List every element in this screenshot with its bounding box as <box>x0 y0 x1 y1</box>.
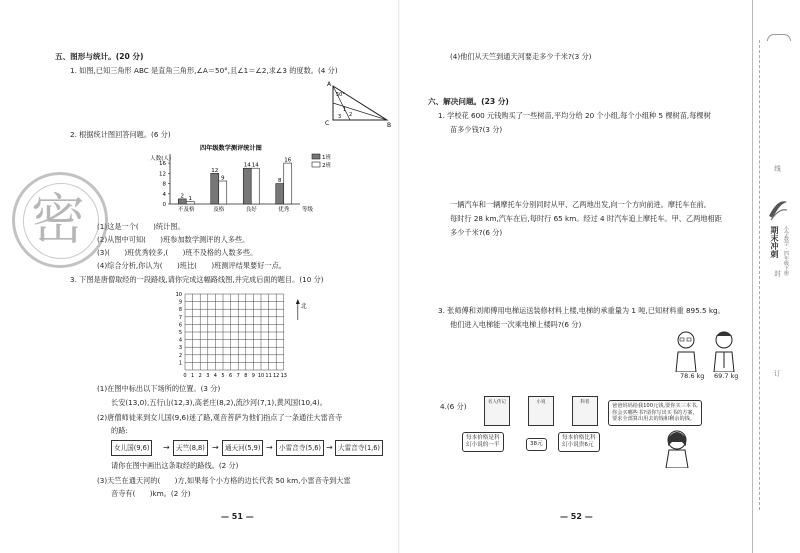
grid-y-label: 10 <box>175 292 182 298</box>
spine-subtitle: 小学数学 · 四年级下册 <box>783 226 789 276</box>
north-arrow-icon <box>296 299 300 304</box>
grid-y-label: 1 <box>178 360 182 367</box>
grid-y-label: 9 <box>178 299 182 306</box>
bar-value-label: 8 <box>278 178 282 185</box>
q2-line-1: (1)这是一个( )统计图。 <box>97 222 185 231</box>
angle-3-label: 3 <box>338 114 342 120</box>
logo-icon <box>767 196 789 222</box>
legend-swatch-1 <box>312 162 320 167</box>
spine-brand: 期末冲刺 <box>770 226 779 258</box>
grid-x-label: 3 <box>206 373 210 379</box>
question-1: 1. 如图,已知三角形 ABC 是直角三角形,∠A＝50°,且∠1＝∠2,求∠3 的度数。(4 分) <box>70 66 338 75</box>
bar-chart <box>150 142 350 222</box>
problem-3b: 他们进入电梯能一次乘电梯上楼吗?(6 分) <box>450 320 582 329</box>
grid-x-label: 10 <box>257 373 265 379</box>
coordinate-grid <box>175 288 315 383</box>
grid-y-label: 5 <box>178 330 182 336</box>
stamp-character: 密 <box>31 188 85 251</box>
route-node-3: 通天河(5,9) <box>222 440 263 456</box>
grid-y-label: 4 <box>178 337 182 344</box>
page-number-right: — 52 — <box>560 512 593 521</box>
section-5-title: 五、图形与统计。(20 分) <box>55 52 144 61</box>
bar-value-label: 16 <box>284 157 292 164</box>
book-spine <box>752 0 800 553</box>
bar-value-label: 14 <box>243 162 251 169</box>
book-biography: 名人传记 <box>484 396 510 426</box>
arrow-icon: → <box>163 443 170 452</box>
speech-bubble-right: 爸爸妈妈给我100元钱,要你买三本书, 你会买哪些书?请你写出买书的方案, 要求全部算出用去的钱和剩余的钱。 <box>608 400 702 426</box>
spine-word-2: 封 <box>773 270 781 277</box>
weight-liu: 69.7 kg <box>714 372 739 380</box>
problem-2c: 多少千米?(6 分) <box>450 228 503 237</box>
q3-part-3b: 音寺有( )km。(2 分) <box>111 489 191 498</box>
q3-part-2b: 的路: <box>111 426 128 435</box>
price-tag: 38元 <box>526 438 547 451</box>
x-tick-label: 优秀 <box>278 207 290 213</box>
grid-x-label: 7 <box>236 373 240 379</box>
grid-x-label: 6 <box>229 373 233 379</box>
bar-1班-不及格 <box>178 199 186 204</box>
legend-label-0: 1班 <box>322 155 331 161</box>
angle-1-label: 1 <box>343 107 347 113</box>
question-3: 3. 下图是唐僧取经的一段路线,请你完成这幅路线图,并完成后面的题目。(10 分) <box>70 275 324 284</box>
y-tick-label: 4 <box>162 191 166 198</box>
bar-2班-良好 <box>251 168 259 204</box>
bar-value-label: 2 <box>180 193 184 200</box>
y-tick-label: 0 <box>162 202 166 208</box>
route-node-5: 大雷音寺(1,6) <box>335 440 383 456</box>
speech-bubble-mid: 每本价格比科 幻小说贵6元 <box>558 432 600 452</box>
angle-2-label: 2 <box>349 112 353 118</box>
angle-a-label: 50° <box>336 92 345 98</box>
grid-x-label: 11 <box>265 373 272 379</box>
grid-y-label: 8 <box>178 307 182 314</box>
cut-line <box>759 40 761 510</box>
route-node-1: 女儿国(9,6) <box>111 440 152 456</box>
vertex-c-label: C <box>325 120 330 127</box>
workers-illustration <box>672 328 752 372</box>
chart-title: 四年级数学测评统计图 <box>200 145 262 152</box>
q3-part-2a: (2)唐僧师徒来到女儿国(9,6)迷了路,观音菩萨为他们指点了一条通往大雷音寺 <box>97 413 343 422</box>
grid-x-label: 0 <box>183 373 187 379</box>
bar-1班-及格 <box>211 173 219 204</box>
spine-frame-top <box>767 34 791 41</box>
grid-x-label: 1 <box>191 373 195 379</box>
q3-part-2c: 请你在图中画出这条取经的路线。(2 分) <box>111 461 239 470</box>
bar-value-label: 12 <box>211 167 219 174</box>
grid-y-label: 3 <box>178 345 182 352</box>
problem-1b: 苗多少钱?(3 分) <box>450 125 503 134</box>
grid-y-label: 6 <box>178 322 182 329</box>
bar-2班-优秀 <box>284 163 292 204</box>
grid-x-label: 2 <box>198 373 202 379</box>
triangle-figure <box>325 78 395 130</box>
grid-x-label: 9 <box>251 373 255 379</box>
y-axis-label: 人数(人) <box>150 156 172 162</box>
bar-1班-优秀 <box>276 184 284 204</box>
book-science: 科普 <box>572 396 598 426</box>
girl-illustration <box>658 428 696 468</box>
x-tick-label: 良好 <box>245 207 257 213</box>
question-2: 2. 根据统计图回答问题。(6 分) <box>70 130 171 139</box>
grid-x-label: 4 <box>213 373 217 379</box>
grid-y-label: 2 <box>178 352 182 359</box>
problem-2b: 每时行 28 km,汽车在后,每时行 65 km。经过 4 时汽车追上摩托车。甲、乙两地相距 <box>450 214 722 223</box>
q3-part-3a: (3)天竺在通天河的( )方,如果每个小方格的边长代表 50 km,小雷音寺到大雷 <box>97 476 351 485</box>
arrow-icon: → <box>212 443 219 452</box>
route-node-4: 小雷音寺(5,6) <box>276 440 324 456</box>
speech-bubble-left: 每本价格是科 幻小说的一半 <box>462 432 504 452</box>
grid-x-label: 13 <box>280 373 287 379</box>
q2-line-4: (4)综合分析,你认为( )班比( )班测评结果要好一点。 <box>97 261 286 270</box>
q3-part-1: (1)在图中标出以下场所的位置。(3 分) <box>97 384 221 393</box>
bar-value-label: 14 <box>251 162 259 169</box>
grid-x-label: 12 <box>273 373 280 379</box>
page-number-left: — 51 — <box>221 512 254 521</box>
legend-label-1: 2班 <box>322 163 331 169</box>
problem-3a: 3. 张师傅和刘师傅用电梯运送装修材料上楼,电梯的承重量为 1 吨,已知材料重 895.5 kg。 <box>438 306 725 315</box>
section-6-title: 六、解决问题。(23 分) <box>428 97 509 106</box>
right-page <box>400 0 752 553</box>
weight-zhang: 78.6 kg <box>680 372 705 380</box>
problem-1a: 1. 学校花 600 元钱购买了一些树苗,平均分给 20 个小组,每个小组种 5 棵树苗,每棵树 <box>438 111 711 120</box>
q2-line-2: (2)从图中可知( )班参加数学测评的人多些。 <box>97 235 250 244</box>
spine-word-3: 订 <box>773 370 781 377</box>
y-tick-label: 8 <box>162 181 166 188</box>
y-tick-label: 12 <box>159 171 166 178</box>
arrow-icon: → <box>326 443 333 452</box>
bar-value-label: 9 <box>221 175 225 182</box>
x-axis-label: 等级 <box>302 207 314 213</box>
north-label: 北 <box>300 303 307 310</box>
x-tick-label: 不及格 <box>177 207 195 213</box>
route-node-2: 天竺(8,8) <box>173 440 208 456</box>
q3-places: 长安(13,0),五行山(12,3),高老庄(8,2),流沙河(7,1),黄风国(10,4)。 <box>111 398 327 407</box>
bar-1班-良好 <box>243 168 251 204</box>
grid-x-label: 8 <box>244 373 248 379</box>
grid-x-label: 5 <box>221 373 225 379</box>
arrow-icon: → <box>266 443 273 452</box>
bar-2班-及格 <box>219 181 227 204</box>
vertex-b-label: B <box>387 122 392 129</box>
spine-word-1: 线 <box>773 165 781 172</box>
grid-y-label: 7 <box>178 314 182 321</box>
legend-swatch-0 <box>312 154 320 159</box>
x-tick-label: 及格 <box>213 207 225 213</box>
book-novel: 小说 <box>528 396 554 426</box>
problem-2a: 一辆汽车和一辆摩托车分别同时从甲、乙两地出发,向一个方向前进。摩托车在前, <box>450 200 707 209</box>
q2-line-3: (3)( )班优秀较多,( )班不及格的人数多些。 <box>97 248 258 257</box>
problem-4: 4.(6 分) <box>440 402 467 411</box>
confidential-stamp <box>12 172 108 268</box>
bar-value-label: 1 <box>188 195 192 202</box>
vertex-a-label: A <box>327 81 332 88</box>
question-4-top: (4)他们从天竺到通天河要走多少千米?(3 分) <box>450 52 592 61</box>
y-tick-label: 16 <box>159 161 166 168</box>
